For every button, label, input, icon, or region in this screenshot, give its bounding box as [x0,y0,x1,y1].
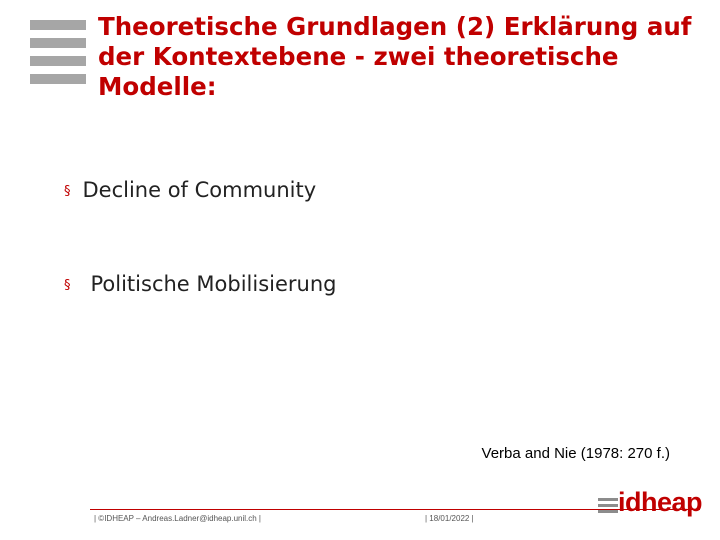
logo-text: idheap [618,487,703,517]
bullet-text: Politische Mobilisierung [90,272,337,296]
logo-lines-icon [598,498,618,516]
bullet-marker-icon: § [64,277,71,293]
decorative-bar [30,38,86,48]
bullet-item-decline-of-community [64,178,316,202]
idheap-logo [598,487,703,523]
decorative-bar [30,74,86,84]
bullet-text: Decline of Community [82,178,317,202]
decorative-bar [30,20,86,30]
bullet-marker-icon: § [64,183,71,199]
citation: Verba and Nie (1978: 270 f.) [481,445,670,462]
footer-date: | 18/01/2022 | [425,514,474,523]
bullet-item-politische-mobilisierung [64,272,336,296]
footer-copyright: | ©IDHEAP – Andreas.Ladner@idheap.unil.ch | [94,514,262,523]
decorative-bars [30,20,86,92]
decorative-bar [30,56,86,66]
slide-title: Theoretische Grundlagen (2) Erklärung auf der Kontextebene - zwei theoretische Modelle: [98,12,692,101]
